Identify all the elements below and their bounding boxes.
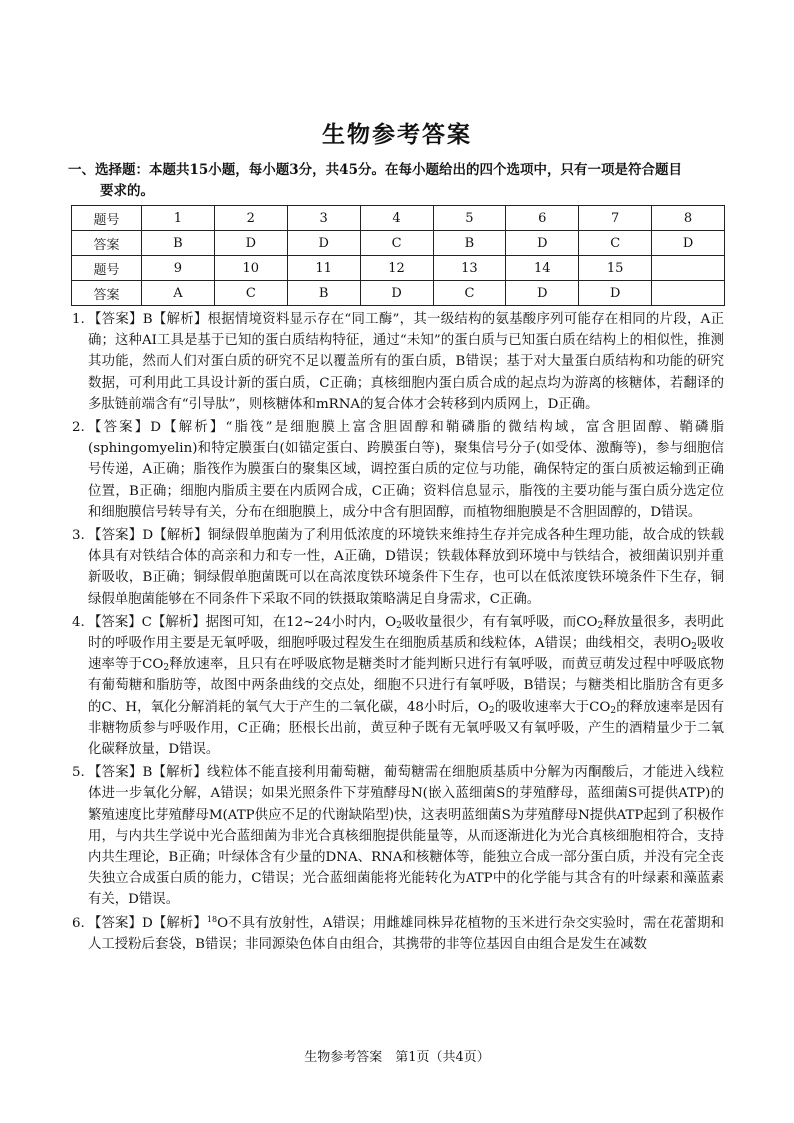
table-row-header: 答案 [72,231,142,256]
table-cell: 2 [214,206,287,231]
table-cell [652,256,725,281]
explanation-item [72,417,724,523]
table-cell: B [433,231,506,256]
item-number: 1. [72,312,85,327]
table-cell: 4 [360,206,433,231]
item-text: 【答案】B【解析】根据情境资料显示存在“同工酶”，其一级结构的氨基酸序列可能存在相同的片段，A正确；这种AI工具是基于已知的蛋白质结构特征，通过“未知”的蛋白质与已知蛋白质在结构上的相似性，推测其功能，然而人们对蛋白质的研究不足以覆盖所有的蛋白质，B错误；基于对大量蛋白质结构和功能的研究数据，可利用此工具设计新的蛋白质，C正确；真核细胞内蛋白质合成的起点均为游离的核糖体，若翻译的多肽链前端含有“引导肽”，则核糖体和mRNA的复合体才会转移到内质网上，D正确。 [88,312,724,412]
item-number: 6. [72,915,85,931]
table-cell: B [287,281,360,306]
table-cell: D [506,281,579,306]
table-cell: D [287,231,360,256]
table-row [72,281,725,306]
explanation-item [72,762,724,910]
table-cell: D [579,281,652,306]
section-heading-line1: 一、选择题：本题共15小题，每小题3分，共45分。在每小题给出的四个选项中，只有一项是符合题目 [68,162,682,178]
table-row [72,256,725,281]
table-cell: C [214,281,287,306]
item-text: 【答案】B【解析】线粒体不能直接利用葡萄糖，葡萄糖需在细胞质基质中分解为丙酮酸后，才能进入线粒体进一步氧化分解，A错误；如果光照条件下芽殖酵母N(嵌入蓝细菌S的芽殖酵母，蓝细菌S可提供ATP)的繁殖速度比芽殖酵母M(ATP供应不足的代谢缺陷型)快，这表明蓝细菌S为芽殖酵母N提供ATP起到了积极作用，与内共生学说中光合蓝细菌为非光合真核细胞提供能量等，从而逐渐进化为光合真核细胞相符合，支持内共生理论，B正确；叶绿体含有少量的DNA、RNA和核糖体等，能独立合成一部分蛋白质，并没有完全丧失独立合成蛋白质的能力，C错误；光合蓝细菌能将光能转化为ATP中的化学能与其含有的叶绿素和藻蓝素有关，D错误。 [88,765,724,908]
table-row-header: 题号 [72,256,142,281]
table-cell: D [506,231,579,256]
item-text: 【答案】D【解析】铜绿假单胞菌为了利用低浓度的环境铁来维持生存并完成各种生理功能，故合成的铁载体具有对铁结合体的高亲和力和专一性，A正确，D错误；铁载体释放到环境中与铁结合，被细菌识别并重新吸收，B正确；铜绿假单胞菌既可以在高浓度铁环境条件下生存，也可以在低浓度铁环境条件下生存，铜绿假单胞菌能够在不同条件下采取不同的铁摄取策略满足自身需求，C正确。 [88,528,724,607]
table-cell: 14 [506,256,579,281]
explanation-item [72,913,724,955]
table-cell: 5 [433,206,506,231]
table-cell: D [652,231,725,256]
table-cell: C [360,231,433,256]
table-cell: 1 [142,206,215,231]
item-number: 5. [72,765,85,781]
table-cell: 15 [579,256,652,281]
table-cell: 3 [287,206,360,231]
item-text: 【答案】D【解析】“脂筏”是细胞膜上富含胆固醇和鞘磷脂的微结构域，富含胆固醇、鞘磷脂(sphingomyelin)和特定膜蛋白(如锚定蛋白、跨膜蛋白等)，聚集信号分子(如受体、激酶等)，参与细胞信号传递，A正确；脂筏作为膜蛋白的聚集区域，调控蛋白质的定位与功能，确保特定的蛋白质被运输到正确位置，B正确；细胞内脂质主要在内质网合成，C正确；资料信息显示，脂筏的主要功能与蛋白质分选定位和细胞膜信号转导有关，分布在细胞膜上，成分中含有胆固醇，而植物细胞膜是不含胆固醇的，D错误。 [88,420,724,520]
explanation-item [72,309,724,415]
table-cell: 7 [579,206,652,231]
answer-table [71,205,725,306]
item-text: 【答案】C【解析】据图可知，在12~24小时内，$O_2$吸收量很少，有有氧呼吸，而$CO_2$释放量很多，表明此时的呼吸作用主要是无氧呼吸，细胞呼吸过程发生在细胞质基质和线粒体，A错误；曲线相交，表明$O_2$吸收速率等于$CO_2$释放速率，且只有在呼吸底物是糖类时才能判断只进行有氧呼吸，而黄豆萌发过程中呼吸底物有葡萄糖和脂肪等，故图中两条曲线的交点处，细胞不只进行有氧呼吸，B错误；与糖类相比脂肪含有更多的C、H，氧化分解消耗的氧气大于产生的二氧化碳，48小时后，$O_2$的吸收速率大于$CO_2$的释放速率是因有非糖物质参与呼吸作用，C正确；胚根长出前，黄豆种子既有无氧呼吸又有氧呼吸，产生的酒精量少于二氧化碳释放量，D错误。 [88,614,725,758]
explanation-item [72,612,724,760]
table-cell: D [360,281,433,306]
table-cell: C [433,281,506,306]
table-cell: 11 [287,256,360,281]
section-heading [68,160,728,202]
table-cell: 9 [142,256,215,281]
table-cell [652,281,725,306]
table-cell: 13 [433,256,506,281]
table-cell: 6 [506,206,579,231]
table-row-header: 答案 [72,281,142,306]
table-cell: A [142,281,215,306]
page-footer: 生物参考答案 第1页（共4页） [304,1050,490,1065]
item-number: 2. [72,420,85,436]
table-cell: C [579,231,652,256]
explanations [72,309,724,957]
page-title: 生物参考答案 [322,121,472,148]
table-row-header: 题号 [72,206,142,231]
table-cell: 10 [214,256,287,281]
table-cell: B [142,231,215,256]
table-cell: D [214,231,287,256]
table-row [72,206,725,231]
item-text: 【答案】D【解析】$^{18}$O不具有放射性，A错误；用雌雄同株异花植物的玉米进行杂交实验时，需在花蕾期和人工授粉后套袋，B错误；非同源染色体自由组合，其携带的非等位基因自由组合是发生在减数 [88,914,724,952]
section-heading-line2: 要求的。 [100,183,154,199]
item-number: 4. [72,614,85,630]
item-number: 3. [72,528,85,544]
table-cell: 8 [652,206,725,231]
explanation-item [72,525,724,610]
table-cell: 12 [360,256,433,281]
table-row [72,231,725,256]
